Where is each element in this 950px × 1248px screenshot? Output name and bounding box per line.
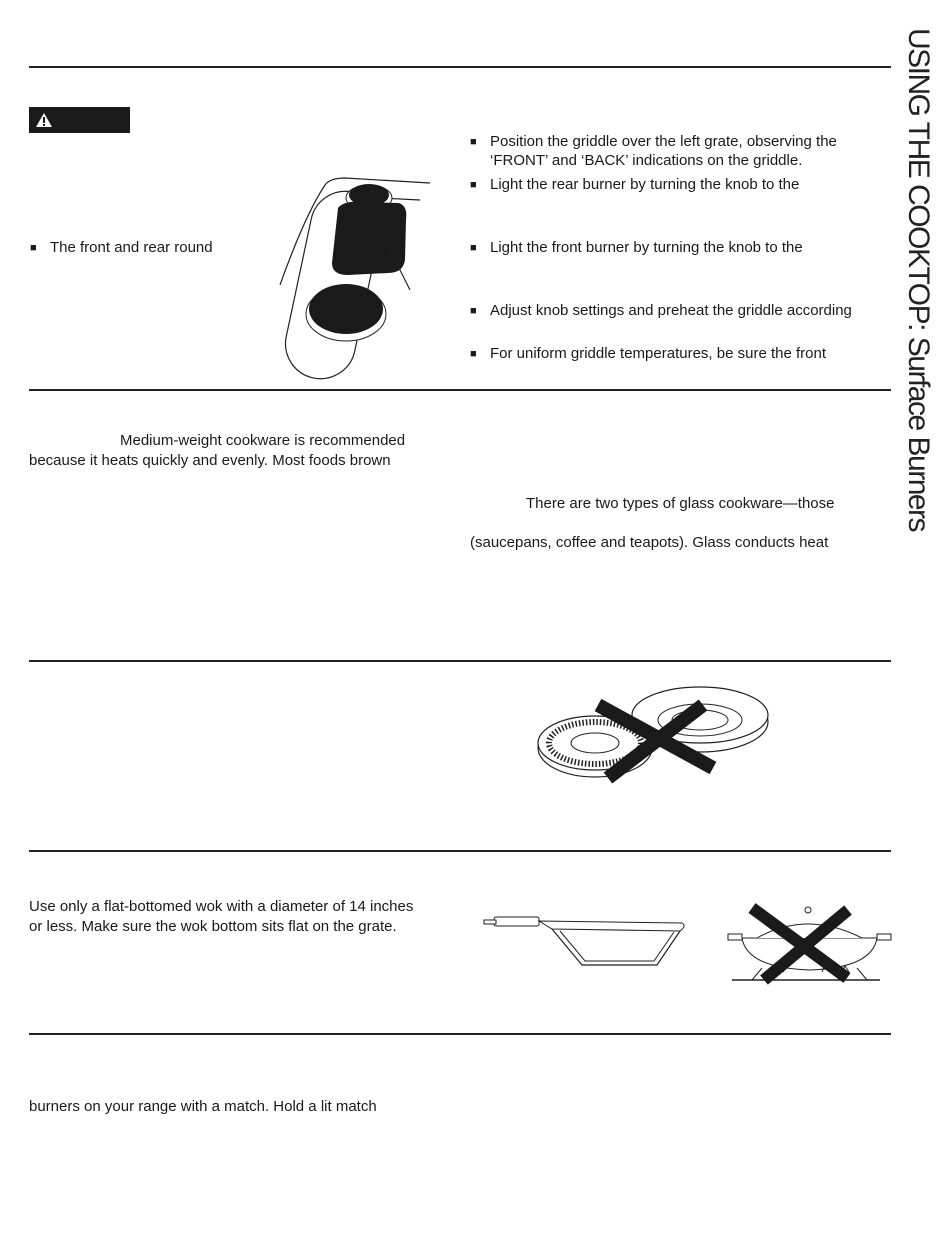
glass-text: (saucepans, coffee and teapots). Glass conducts heat	[470, 534, 829, 551]
step-item-cont: ‘FRONT’ and ‘BACK’ indications on the griddle.	[490, 152, 803, 169]
flat-wok-illustration	[482, 893, 692, 973]
step-item: ■ Adjust knob settings and preheat the griddle according	[490, 301, 852, 321]
step-item: ■ Light the front burner by turning the knob to the	[490, 238, 803, 258]
section-rule	[29, 1033, 891, 1035]
left-bullet: ■ The front and rear round	[50, 238, 213, 258]
section-rule	[29, 660, 891, 662]
section-rule	[29, 66, 891, 68]
side-title	[893, 28, 943, 638]
wok-text: or less. Make sure the wok bottom sits flat on the grate.	[29, 918, 397, 935]
griddle-illustration	[270, 175, 440, 385]
wok-text: Use only a flat-bottomed wok with a diameter of 14 inches	[29, 898, 414, 915]
section-rule	[29, 389, 891, 391]
step-item: ■ Light the rear burner by turning the knob to the	[490, 175, 799, 195]
warning-label	[29, 107, 130, 133]
burner-no-illustration	[535, 665, 775, 785]
match-text: burners on your range with a match. Hold a lit match	[29, 1098, 377, 1115]
step-item: ■ Position the griddle over the left grate, observing the	[490, 132, 837, 152]
round-wok-no-illustration	[722, 900, 892, 990]
warning-triangle-icon	[35, 112, 53, 128]
section-rule	[29, 850, 891, 852]
cookware-text: because it heats quickly and evenly. Most foods brown	[29, 452, 391, 469]
glass-text: There are two types of glass cookware—those	[526, 495, 835, 512]
cookware-text: Medium-weight cookware is recommended	[120, 432, 406, 449]
side-title-text: USING THE COOKTOP: Surface Burners	[902, 28, 935, 532]
step-item: ■ For uniform griddle temperatures, be sure the front	[490, 344, 826, 364]
